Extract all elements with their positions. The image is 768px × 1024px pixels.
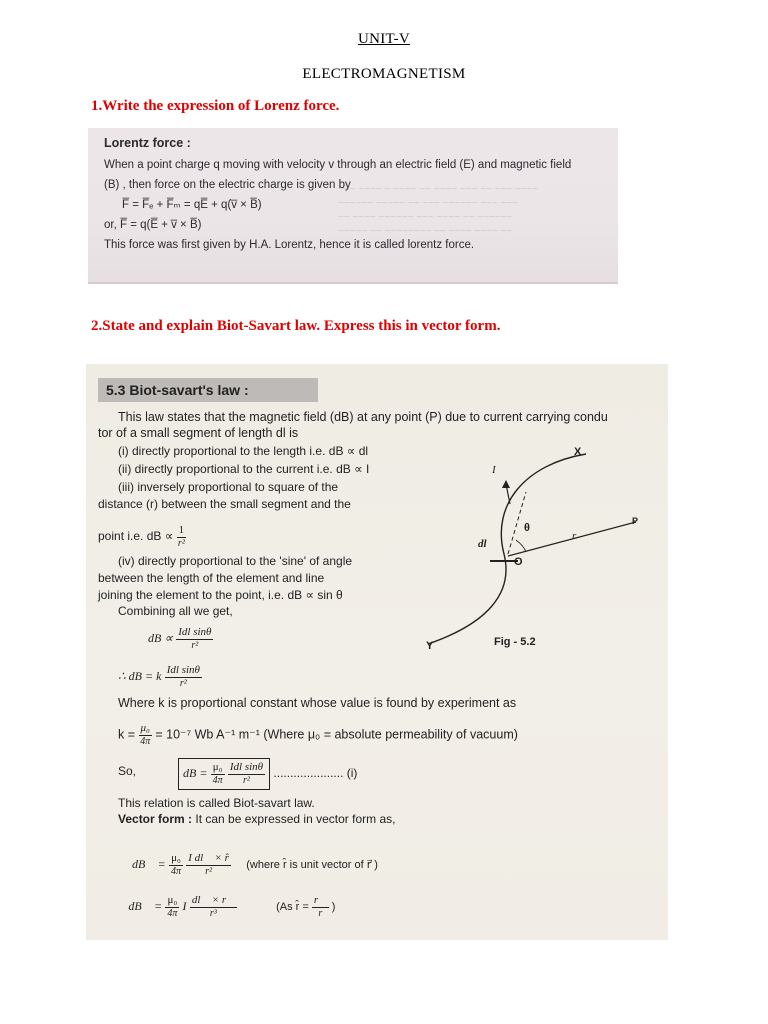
fig-label-r: r [572,530,577,542]
current-arrowhead [502,480,510,488]
section-heading: 5.3 Biot-savart's law : [98,378,318,402]
boxed-equation-box: dB = $\frac{\text{μ₀}}{4\pi}$ $\frac{\text{Idl sinθ}}{\text{r²}}$ [178,758,270,790]
fig-label-x: X [574,446,582,458]
fig-label-theta: θ [524,522,530,534]
fig-label-dl: dl [478,538,487,550]
lorentz-heading: Lorentz force : [104,136,191,150]
item-3a: (iii) inversely proportional to square of the [118,480,339,494]
boxed-equation [178,758,357,790]
vector-equation-2: ∴ dB⃗ = $\frac{\text{μ₀}}{4\pi}$ I $\frac{dl⃗ \times r⃗}{\text{r³}}$ (As r̂ = $\frac{r⃗}{r}$ ) [116,894,336,920]
figure-caption: Fig - 5.2 [494,636,536,648]
intro-line-2: tor of a small segment of length dl is [98,426,299,440]
fig-label-p: P [632,516,639,526]
eq-k-fraction: $\frac{\text{Idl sinθ}}{\text{r²}}$ [166,664,200,689]
lorentz-equation-1: F̅ = F̅ₑ + F̅ₘ = qE̅ + q(v̅ × B̅) [122,199,262,211]
lorentz-line-3: This force was first given by H.A. Lorentz, hence it is called lorentz force. [104,239,475,251]
vector-form-text: It can be expressed in vector form as, [195,812,396,826]
item-4a: (iv) directly proportional to the 'sine' of angle [118,554,353,568]
so-label: So, [118,764,137,778]
question-1: 1.Write the expression of Lorenz force. [91,98,340,114]
theta-arc [516,540,526,552]
lorentz-line-2: (B) , then force on the electric charge is given by [104,179,351,191]
eq-prop-lhs: dB ∝ [148,631,173,646]
vector-form-line [118,812,395,826]
inverse-square-fraction: $\frac{1}{\text{r²}}$ [177,524,185,549]
k-text: Where k is proportional constant whose value is found by experiment as [118,696,517,710]
eq-k-lhs: ∴ dB = k [118,669,162,684]
vector-note-2: (As r̂ = $\frac{r⃗}{r}$ ) [276,894,336,920]
question-2: 2.State and explain Biot-Savart law. Express this in vector form. [91,318,501,334]
eq-prop-fraction: $\frac{\text{Idl sinθ}}{\text{r²}}$ [178,626,212,651]
fig-label-i: I [492,464,496,476]
vector-form-label: Vector form : [118,812,193,826]
relation-text: This relation is called Biot-savart law. [118,796,315,810]
item-3c-text: point i.e. dB ∝ [98,529,174,544]
k-rhs: = 10⁻⁷ Wb A⁻¹ m⁻¹ (Where μ₀ = absolute permeability of vacuum) [155,727,518,742]
item-2: (ii) directly proportional to the current i.e. dB ∝ I [118,462,370,476]
k-equation [118,664,202,690]
fig-label-y: Y [426,640,434,652]
k-fraction: $\frac{\text{μ₀}}{4\pi}$ [140,722,151,747]
lorentz-force-image [88,128,618,284]
item-4c: joining the element to the point, i.e. dB ∝ sin θ [98,588,343,602]
item-3c [98,524,186,550]
lorentz-line-1: When a point charge q moving with velocity v through an electric field (E) and magnetic field [104,159,572,171]
item-4b: between the length of the element and line [98,571,325,585]
vector-note-1: (where r̂ is unit vector of r⃗ ) [246,859,378,872]
vector-equation-1: dB⃗ = $\frac{\text{μ₀}}{4\pi}$ $\frac{\text{I dl⃗ × r̂}}{\text{r²}}$ (where r̂ is unit vector of r⃗ ) [132,852,378,877]
combining-text: Combining all we get, [118,604,233,618]
k-value-line [118,722,518,748]
chapter-title: ELECTROMAGNETISM [302,66,466,82]
biot-savart-image [86,364,668,940]
item-1: (i) directly proportional to the length i.e. dB ∝ dl [118,444,369,458]
equation-ref: ..................... (i) [273,766,358,781]
proportional-equation [148,626,213,652]
lorentz-equation-2: or, F̅ = q(E̅ + v̅ × B̅) [104,219,202,231]
unit-title: UNIT-V [357,31,411,47]
bleed-through-text: ~~~ ~~~~ ~ ~~~~ ~~ ~~~~ ~~~ ~~ ~~~ ~~~~ ~~~~~~ ~~~~~ ~~ ~~~ ~~~~~~ ~~~ ~~~ ~~ ~~~~ ~~~~~~ ~~~ ~~~~ ~~ ~~~~~~ ~~~~~ ~~ ~~~~~~~~ ~~ ~~~~ ~~~~ ~~ [338,184,539,237]
fig-label-o: O [514,556,523,568]
biot-savart-figure [386,444,656,664]
k-lhs: k = [118,727,136,742]
intro-line-1: This law states that the magnetic field (dB) at any point (P) due to current carrying condu [118,410,608,424]
item-3b: distance (r) between the small segment and the [98,497,351,511]
